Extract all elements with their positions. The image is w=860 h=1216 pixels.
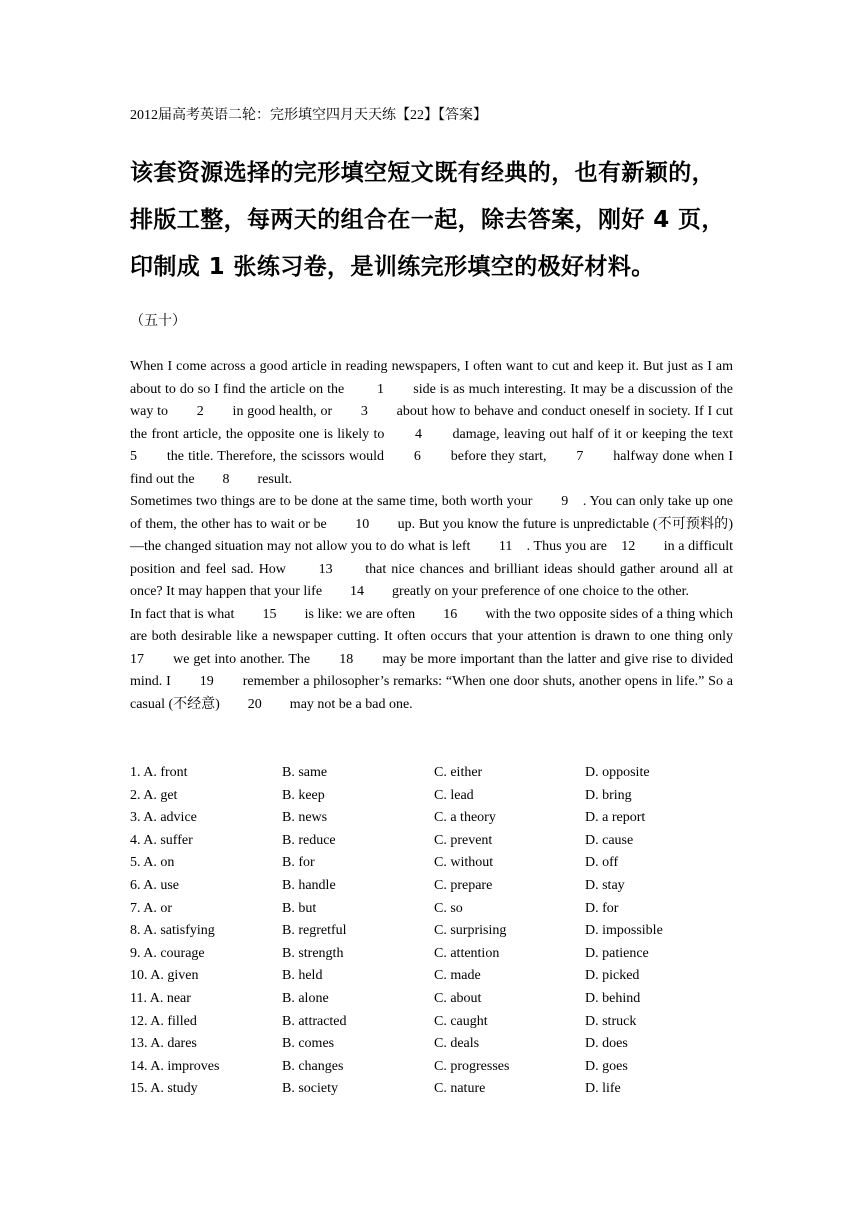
option-b: B. but	[282, 900, 317, 916]
option-a: 9. A. courage	[130, 945, 205, 961]
option-row	[130, 852, 733, 875]
option-c: C. made	[434, 968, 481, 984]
option-row	[130, 1011, 733, 1034]
option-row	[130, 898, 733, 921]
option-d: D. cause	[585, 832, 634, 848]
option-c: C. caught	[434, 1013, 488, 1029]
answer-options-list	[130, 762, 733, 1101]
option-a: 14. A. improves	[130, 1058, 220, 1074]
option-row	[130, 875, 733, 898]
option-row	[130, 785, 733, 808]
option-d: D. opposite	[585, 765, 650, 780]
section-label: （五十）	[130, 314, 186, 329]
option-b: B. for	[282, 855, 315, 871]
option-c: C. attention	[434, 945, 500, 961]
passage-paragraph: Sometimes two things are to be done at the same time, both worth your 9 . You can only take up one of them, the other has to wait or be 10 up. But you know the future is unpredictable (不可预料的)—the changed situation may not allow you to do what is left 11 . Thus you are 12 in a difficult position and feel sad. How 13 that nice chances and brilliant ideas should gather around all at once? It may happen that your life 14 greatly on your preference of one choice to the other.	[130, 494, 733, 599]
document-title: 2012届高考英语二轮：完形填空四月天天练【22】【答案】	[130, 108, 487, 123]
option-b: B. attracted	[282, 1013, 347, 1029]
option-d: D. does	[585, 1036, 628, 1052]
option-a: 11. A. near	[130, 990, 191, 1006]
option-row	[130, 943, 733, 966]
option-d: D. struck	[585, 1013, 637, 1029]
cloze-passage	[130, 356, 761, 716]
option-c: C. surprising	[434, 923, 507, 939]
option-d: D. goes	[585, 1058, 628, 1074]
option-a: 6. A. use	[130, 877, 179, 893]
option-c: C. deals	[434, 1036, 480, 1052]
intro-paragraph: 该套资源选择的完形填空短文既有经典的，也有新颖的，排版工整，每两天的组合在一起，除去答案，刚好 4 页，印制成 1 张练习卷，是训练完形填空的极好材料。	[130, 160, 725, 280]
option-b: B. strength	[282, 945, 344, 961]
option-a: 12. A. filled	[130, 1013, 197, 1029]
passage-paragraph: When I come across a good article in reading newspapers, I often want to cut and keep it. But just as I am about to do so I find the article on the 1 side is as much interesting. It may be a discussion of the way to 2 in good health, or 3 about how to behave and conduct oneself in society. If I cut the front article, the opposite one is likely to 4 damage, leaving out half of it or keeping the text 5 the title. Therefore, the scissors would 6 before they start, 7 halfway done when I find out the 8 result.	[130, 359, 761, 487]
option-a: 1. A. front	[130, 765, 188, 780]
option-c: C. prevent	[434, 832, 493, 848]
option-a: 3. A. advice	[130, 810, 197, 826]
option-row	[130, 965, 733, 988]
option-d: D. bring	[585, 787, 632, 803]
option-c: C. either	[434, 765, 483, 780]
option-c: C. without	[434, 855, 494, 871]
option-c: C. so	[434, 900, 463, 916]
option-row	[130, 762, 733, 785]
option-b: B. keep	[282, 787, 325, 803]
option-c: C. lead	[434, 787, 474, 803]
option-c: C. about	[434, 990, 482, 1006]
option-c: C. progresses	[434, 1058, 510, 1074]
option-c: C. a theory	[434, 810, 496, 826]
option-d: D. for	[585, 900, 619, 916]
option-c: C. prepare	[434, 877, 493, 893]
option-a: 8. A. satisfying	[130, 923, 215, 939]
option-d: D. impossible	[585, 923, 663, 939]
option-row	[130, 1033, 733, 1056]
option-row	[130, 1056, 733, 1079]
option-d: D. behind	[585, 990, 641, 1006]
option-b: B. same	[282, 765, 328, 780]
option-a: 4. A. suffer	[130, 832, 193, 848]
option-b: B. comes	[282, 1036, 335, 1052]
option-d: D. patience	[585, 945, 649, 961]
option-d: D. picked	[585, 968, 640, 984]
option-row	[130, 830, 733, 853]
option-a: 5. A. on	[130, 855, 175, 871]
option-row	[130, 920, 733, 943]
option-b: B. news	[282, 810, 328, 826]
option-b: B. regretful	[282, 923, 347, 939]
option-d: D. stay	[585, 877, 625, 893]
option-c: C. nature	[434, 1081, 486, 1097]
option-b: B. reduce	[282, 832, 336, 848]
option-row	[130, 807, 733, 830]
option-row	[130, 988, 733, 1011]
option-b: B. society	[282, 1081, 338, 1097]
option-a: 15. A. study	[130, 1081, 198, 1097]
option-a: 2. A. get	[130, 787, 178, 803]
option-b: B. changes	[282, 1058, 344, 1074]
option-a: 10. A. given	[130, 968, 199, 984]
option-b: B. alone	[282, 990, 329, 1006]
option-a: 13. A. dares	[130, 1036, 197, 1052]
option-b: B. held	[282, 968, 323, 984]
option-d: D. life	[585, 1081, 621, 1097]
option-d: D. a report	[585, 810, 646, 826]
passage-paragraph: In fact that is what 15 is like: we are often 16 with the two opposite sides of a thing which are both desirable like a newspaper cutting. It often occurs that your attention is drawn to one thing only 17 we get into another. The 18 may be more important than the latter and give rise to divided mind. I 19 remember a philosopher’s remarks: “When one door shuts, another opens in life.” So a casual (不经意) 20 may not be a bad one.	[130, 606, 761, 712]
option-row	[130, 1078, 733, 1101]
option-b: B. handle	[282, 877, 336, 893]
option-d: D. off	[585, 855, 619, 871]
option-a: 7. A. or	[130, 900, 172, 916]
